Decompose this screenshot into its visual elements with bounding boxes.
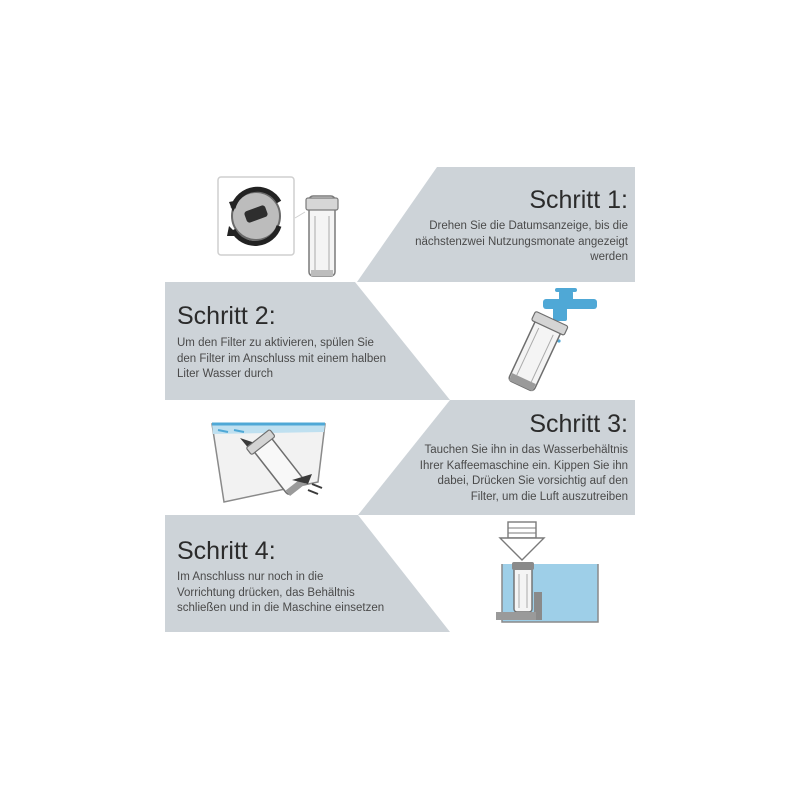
step-1-line-3: werden (590, 251, 628, 263)
rotate-dial-icon (215, 172, 345, 282)
step-3-line-4: Filter, um die Luft auszutreiben (470, 490, 628, 503)
step-3-description (358, 443, 628, 505)
step-1-title: Schritt 1: (529, 186, 628, 214)
step-1-line-2: nächstenzwei Nutzungsmonate angezeigt (415, 235, 628, 248)
step-3-line-3: dabei, Drücken Sie vorsichtig auf den (437, 475, 628, 487)
step-4-line-2: Vorrichtung drücken, das Behältnis (177, 586, 355, 599)
step-2-title: Schritt 2: (177, 302, 276, 330)
step-2-description (177, 336, 437, 383)
faucet-rinse-icon (495, 285, 610, 400)
step-4-line-1: Im Anschluss nur noch in die (177, 571, 324, 583)
insert-filter-icon (488, 520, 600, 630)
step-3-line-2: Ihrer Kaffeemaschine ein. Kippen Sie ihn (419, 459, 628, 472)
step-3-title: Schritt 3: (529, 410, 628, 438)
step-4-title: Schritt 4: (177, 537, 276, 565)
step-4-line-3: schließen und in die Maschine einsetzen (177, 602, 385, 614)
step-1-line-1: Drehen Sie die Datumsanzeige, bis die (429, 220, 628, 232)
step-2-line-2: den Filter im Anschluss mit einem halben (177, 352, 387, 365)
step-1-description (368, 219, 628, 266)
step-4-description (177, 570, 437, 617)
step-2-line-3: Liter Wasser durch (177, 368, 274, 380)
step-3-line-1: Tauchen Sie ihn in das Wasserbehältnis (424, 444, 628, 456)
step-2-line-1: Um den Filter zu aktivieren, spülen Sie (177, 337, 374, 349)
submerge-filter-icon (200, 410, 335, 510)
